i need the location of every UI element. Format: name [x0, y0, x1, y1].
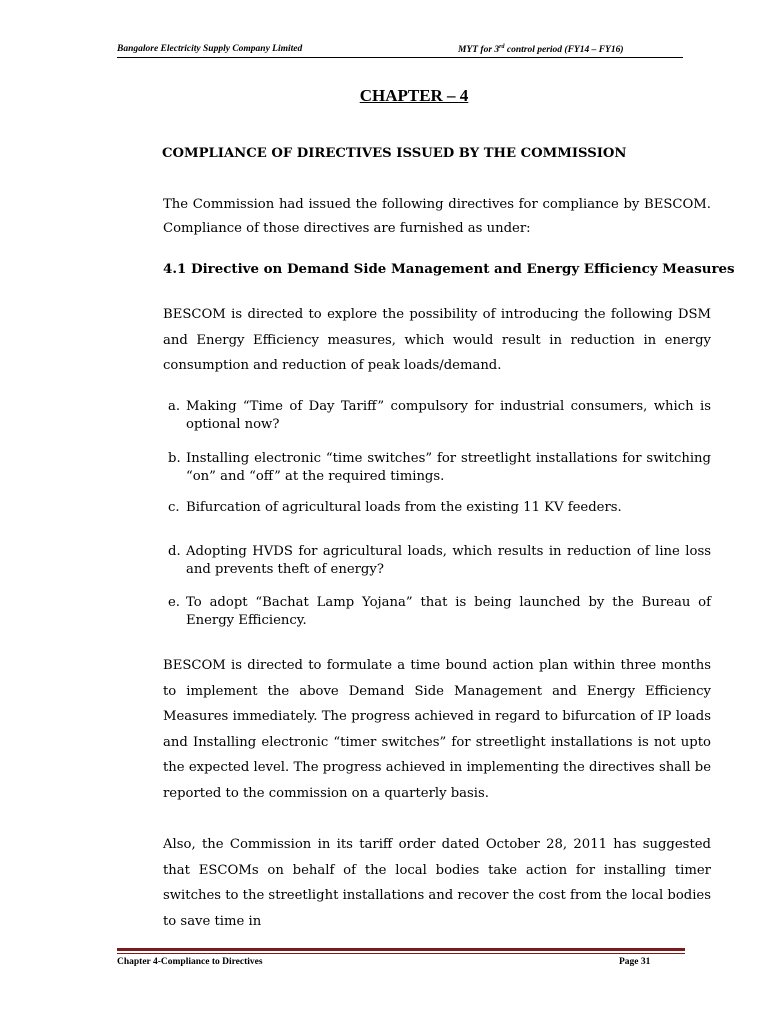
tariff-order-paragraph: Also, the Commission in its tariff order dated October 28, 2011 has suggested that ESCOMs on behalf of the local bodies take action for installing timer switches to the streetlight installations and recover the cost from the local bodies to save time in — [163, 837, 712, 929]
action-plan-paragraph: BESCOM is directed to formulate a time bound action plan within three months to implement the above Demand Side Management and Energy Efficiency Measures immediately. The progress achieved in regard to bifurcation of IP loads and Installing electronic “timer switches” for streetlight installations is not upto the expected level. The progress achieved in implementing the directives shall be reported to the commission on a quarterly basis. — [163, 658, 711, 801]
footer-chapter-label: Chapter 4-Compliance to Directives — [117, 957, 263, 967]
list-item — [163, 594, 711, 629]
list-marker: b. — [168, 451, 181, 466]
list-item-text: To adopt “Bachat Lamp Yojana” that is being launched by the Bureau of Energy Efficiency. — [186, 595, 711, 628]
footer-divider-thin — [117, 953, 685, 954]
subsection-title: 4.1 Directive on Demand Side Management and Energy Efficiency Measures — [163, 261, 735, 277]
list-item — [163, 450, 711, 485]
list-item-text: Adopting HVDS for agricultural loads, which results in reduction of line loss and prevents theft of energy? — [186, 544, 711, 577]
list-item — [163, 398, 711, 433]
header-company-name: Bangalore Electricity Supply Company Limited — [117, 44, 303, 54]
list-marker: a. — [168, 399, 181, 414]
intro-paragraph: The Commission had issued the following directives for compliance by BESCOM. Compliance of those directives are furnished as under: — [163, 197, 711, 236]
list-item-text: Making “Time of Day Tariff” compulsory for industrial consumers, which is optional now? — [186, 399, 711, 432]
header-control-period: MYT for 3rd control period (FY14 – FY16) — [458, 44, 624, 56]
list-item-text: Bifurcation of agricultural loads from the existing 11 KV feeders. — [186, 500, 622, 515]
list-item — [163, 543, 711, 578]
list-item — [163, 499, 711, 517]
list-item-text: Installing electronic “time switches” for streetlight installations for switching “on” and “off” at the required timings. — [186, 451, 711, 484]
directive-paragraph: BESCOM is directed to explore the possibility of introducing the following DSM and Energy Efficiency measures, which would result in reduction in energy consumption and reduction of peak loads/demand. — [163, 307, 711, 373]
footer-page-number: Page 31 — [619, 957, 651, 967]
list-marker: d. — [168, 544, 181, 559]
list-marker: c. — [168, 500, 180, 515]
footer-divider — [117, 948, 685, 951]
section-title: COMPLIANCE OF DIRECTIVES ISSUED BY THE COMMISSION — [162, 146, 627, 161]
header-divider — [117, 57, 683, 58]
list-marker: e. — [168, 595, 180, 610]
chapter-title: CHAPTER – 4 — [359, 86, 469, 105]
